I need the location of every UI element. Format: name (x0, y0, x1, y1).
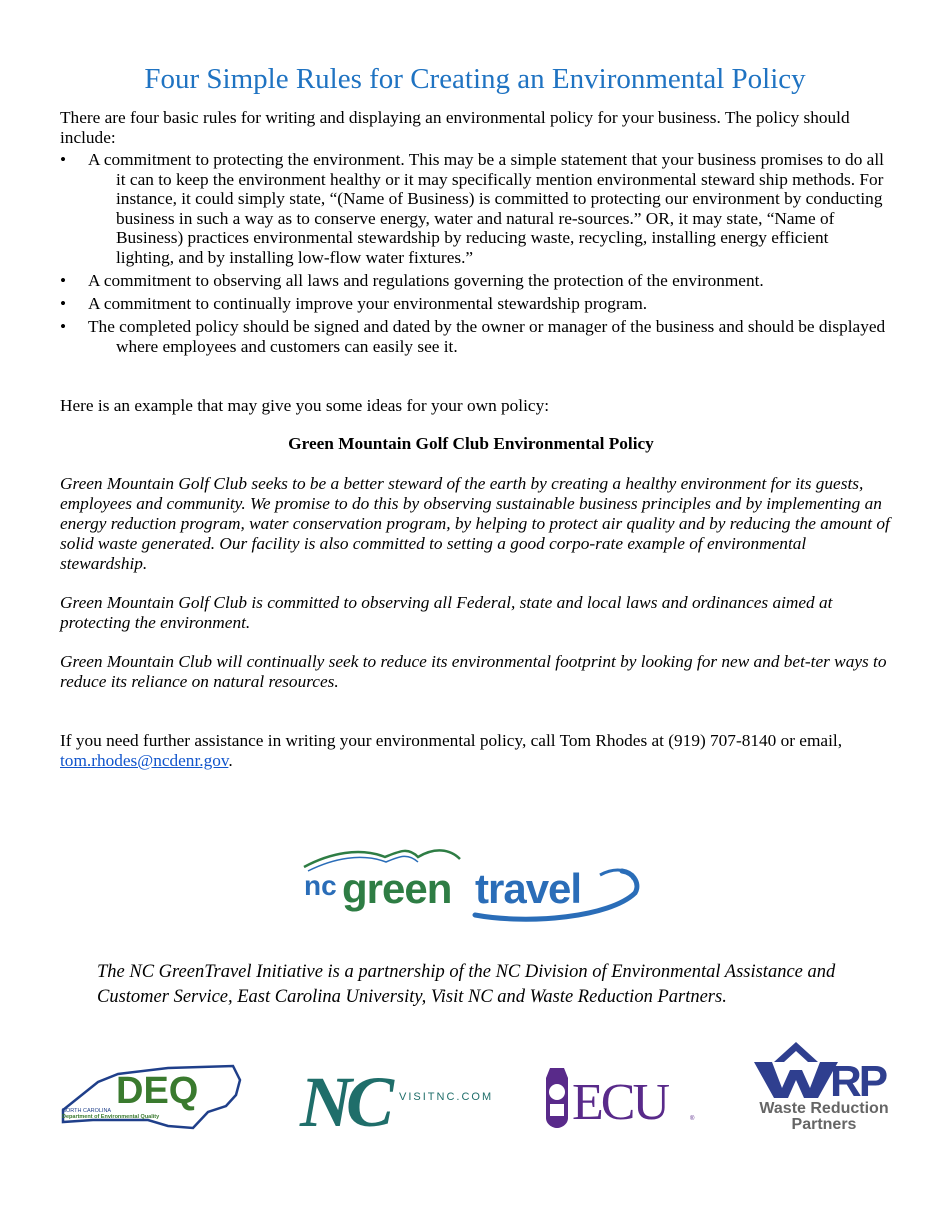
ecu-logo (532, 1062, 702, 1132)
bullet-item-2 (60, 271, 890, 291)
deq-letters: DEQ (116, 1070, 199, 1112)
example-title: Green Mountain Golf Club Environmental Policy (288, 434, 654, 453)
wrp-line2: Partners (791, 1116, 857, 1133)
visitnc-mark: NC (300, 1062, 389, 1142)
email-link[interactable]: tom.rhodes@ncdenr.gov (60, 751, 229, 770)
wrp-letters: RP (830, 1057, 886, 1106)
ncgreentravel-logo-graphic (300, 845, 645, 925)
contact-end: . (228, 751, 233, 770)
bullet-text: The completed policy should be signed and dated by the owner or manager of the business and should be displayed where employees and customers can easily see it. (88, 317, 886, 356)
bullet-text: A commitment to continually improve your environmental stewardship program. (88, 294, 648, 313)
deq-line2: Department of Environmental Quality (62, 1114, 160, 1120)
bullet-item-3 (60, 294, 890, 314)
bullet-item-4 (60, 317, 890, 356)
bullet-item-1 (60, 150, 890, 268)
ecu-letters: ECU (572, 1074, 667, 1131)
logo-travel-text: travel (475, 865, 582, 912)
example-paragraph-1: Green Mountain Golf Club seeks to be a better steward of the earth by creating a healthy environment for its guests, employees and community. We promise to do this by observing sustainable business principles and by implementing an energy reduction program, water conservation program, by helping to protect air quality and by reducing the amount of solid waste generated. Our facility is also committed to setting a good corpo-rate example of environmental stewardship. (60, 474, 890, 573)
ncgreentravel-logo (300, 845, 645, 925)
deq-map-graphic (58, 1060, 243, 1135)
intro-paragraph: There are four basic rules for writing and displaying an environmental policy for your business. The policy should include: (60, 108, 850, 147)
logo-nc-text: nc (304, 870, 337, 901)
ecu-graphic (532, 1062, 702, 1132)
bullet-icon: • (60, 294, 67, 313)
bullet-text: A commitment to protecting the environment. This may be a simple statement that your business promises to do all it can to keep the environment healthy or it may specifically mention environmental steward ship methods. For instance, it could simply state, “(Name of Business) is committed to protecting our environment by conducting business in such a way as to conserve energy, water and natural re-sources.” OR, it may state, “Name of Business) practices environmental stewardship by reducing waste, recycling, installing energy efficient lighting, and by installing low-flow water fixtures.” (88, 150, 884, 267)
bullet-icon: • (60, 271, 67, 290)
partnership-statement: The NC GreenTravel Initiative is a partnership of the NC Division of Environmental Assistance and Customer Service, East Carolina University, Visit NC and Waste Reduction Partners. (97, 962, 836, 1007)
visitnc-logo (298, 1058, 494, 1142)
example-intro: Here is an example that may give you some ideas for your own policy: (60, 396, 550, 415)
contact-paragraph (60, 731, 890, 771)
bullet-icon: • (60, 317, 67, 336)
bullet-icon: • (60, 150, 67, 169)
deq-line1: NORTH CAROLINA (62, 1108, 112, 1114)
logo-green-text: green (342, 865, 452, 912)
wrp-line1: Waste Reduction (759, 1100, 889, 1117)
example-paragraph-3: Green Mountain Club will continually seek to reduce its environmental footprint by looking for new and bet-ter ways to reduce its reliance on natural resources. (60, 652, 887, 691)
visitnc-url: VISITNC.COM (399, 1091, 494, 1103)
page-title: Four Simple Rules for Creating an Environmental Policy (144, 63, 806, 95)
ecu-registered: ® (690, 1116, 695, 1122)
wrp-logo (748, 1040, 900, 1135)
bullet-text: A commitment to observing all laws and regulations governing the protection of the environment. (88, 271, 764, 290)
contact-text: If you need further assistance in writing your environmental policy, call Tom Rhodes at (919) 707-8140 or email, (60, 731, 843, 750)
example-paragraph-2: Green Mountain Golf Club is committed to observing all Federal, state and local laws and ordinances aimed at protecting the environment. (60, 593, 833, 632)
visitnc-graphic (298, 1058, 494, 1142)
wrp-graphic (748, 1040, 900, 1135)
deq-logo (58, 1060, 243, 1135)
